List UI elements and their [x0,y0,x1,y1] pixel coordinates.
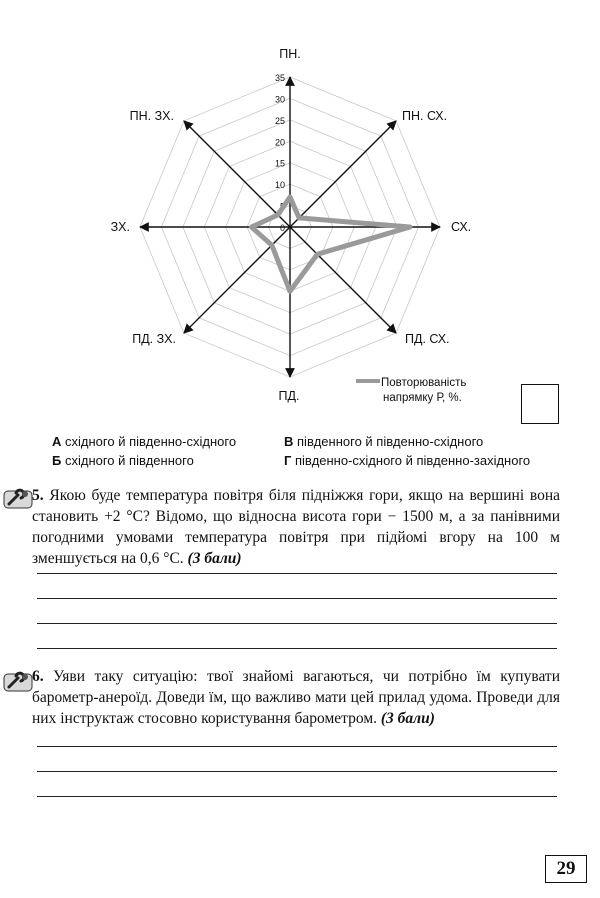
series-point [316,253,319,256]
chart-series [250,196,412,293]
tick-label: 5 [279,201,285,212]
tick-label: 0 [279,223,285,233]
task-5 [32,485,560,569]
series-point [270,244,273,247]
answer-line[interactable] [37,648,557,649]
task-5-number: 5. [32,487,44,504]
series-point [289,196,292,199]
tick-label: 25 [274,115,285,126]
page-number: 29 [545,855,587,883]
task-6 [32,666,560,729]
option-b-letter: Б [52,453,62,468]
direction-label: ПН. ЗХ. [129,109,174,123]
answer-line[interactable] [37,796,557,797]
series-point [276,213,279,216]
option-v-text: південного й південно-східного [297,434,484,449]
direction-label: ПД. ЗХ. [132,332,176,346]
chart-legend [356,377,466,404]
answer-line[interactable] [37,771,557,772]
axis-1 [290,121,396,227]
task-5-points: (3 бали) [187,550,242,567]
tick-label: 35 [274,73,285,83]
option-v [284,432,483,451]
axis-3 [290,227,396,333]
answer-box[interactable] [521,384,559,424]
tick-label: 15 [274,158,285,169]
direction-label: СХ. [451,220,472,234]
task-6-points: (3 бали) [380,710,435,727]
answer-line[interactable] [37,598,557,599]
legend-label-line2: напрямку Р, %. [383,392,462,404]
option-a-text: східного й південно-східного [65,434,237,449]
task-6-number: 6. [32,668,44,685]
wrench-icon [3,485,33,511]
series-point [298,216,301,219]
option-a-letter: А [52,434,62,449]
answer-line[interactable] [37,746,557,747]
axis-5 [184,227,290,333]
series-point [289,290,292,293]
option-g-text: південно-східного й південно-західного [295,453,531,468]
direction-label: ПН. СХ. [402,109,448,123]
legend-label-line1: Повторюваність [381,377,467,389]
task-5-text: Якою буде температура повітря біля підніжжя гори, якщо на вершині вона становить +2 °С? Відомо, що відносна висота гори − 1500 м, а за панівними погодними умовами температура повітря при підйомі вгору на 100 м зменшується на 0,6 °С. [32,487,561,567]
option-g-letter: Г [284,453,292,468]
answer-line[interactable] [37,573,557,574]
wrench-icon [3,668,33,694]
direction-label: ПД. СХ. [405,332,450,346]
option-v-letter: В [284,434,294,449]
series-line [251,197,410,291]
tick-label: 30 [274,94,285,105]
option-a [52,432,236,451]
option-g [284,451,530,470]
direction-label: ПН. [279,47,301,61]
task-6-text: Уяви таку ситуацію: твої знайомі вагаються, чи потрібно їм купувати барометр-анероїд. Доведи їм, що важливо мати цей прилад удома. Проведи для них інструктаж стосовно користування барометром. [32,668,560,727]
series-point [409,226,412,229]
tick-label: 10 [274,180,285,191]
direction-label: ЗХ. [110,220,130,234]
option-b-text: східного й південного [64,453,194,468]
wind-rose-chart [0,0,600,430]
tick-label: 20 [274,137,285,148]
chart-direction-labels [111,47,472,403]
answer-line[interactable] [37,623,557,624]
direction-label: ПД. [278,389,300,403]
option-b [52,451,194,470]
series-point [250,226,253,229]
